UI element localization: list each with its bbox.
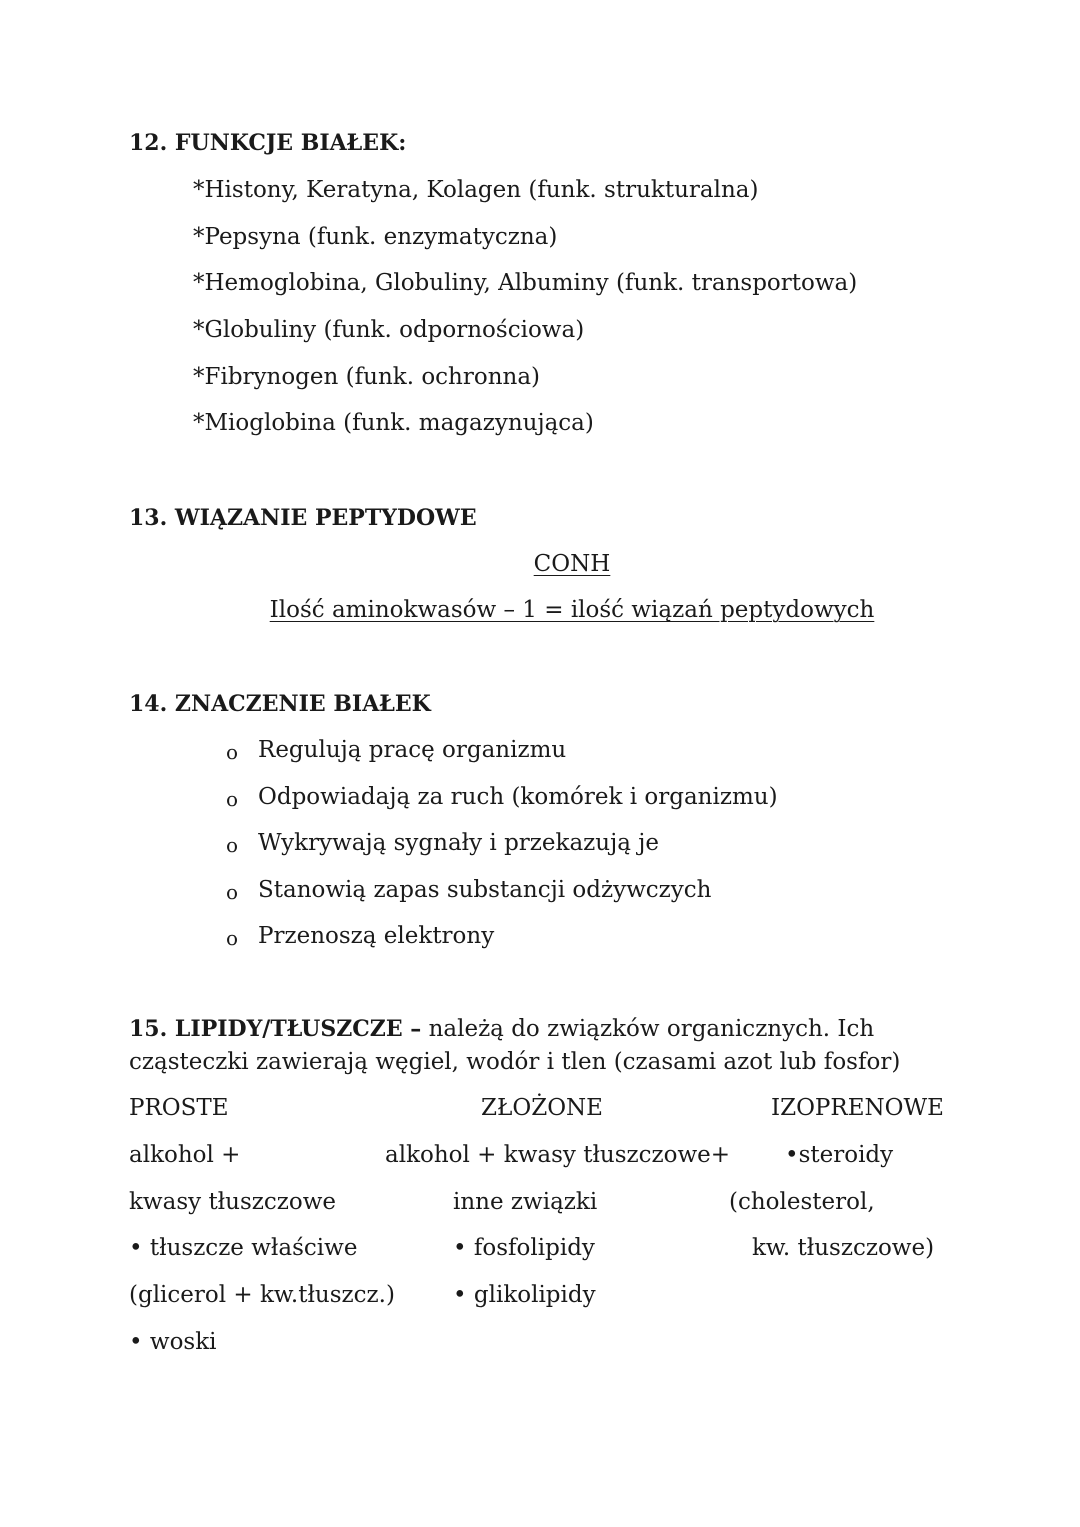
zlozone-line: • fosfolipidy: [453, 1235, 595, 1261]
section-15-intro: należą do związków organicznych. Ich cząsteczki zawierają węgiel, wodór i tlen (czasami azot lub fosfor): [129, 1016, 901, 1075]
section-12-item: *Hemoglobina, Globuliny, Albuminy (funk. transportowa): [193, 270, 858, 296]
section-15-paragraph: [129, 1013, 949, 1079]
zlozone-line: • glikolipidy: [453, 1282, 596, 1308]
bullet-marker: o: [226, 880, 239, 904]
proste-line: kwasy tłuszczowe: [129, 1189, 337, 1215]
section-12-item: *Globuliny (funk. odpornościowa): [193, 317, 585, 343]
izoprenowe-line: •steroidy: [785, 1142, 894, 1168]
section-15-heading: 15. LIPIDY/TŁUSZCZE –: [129, 1016, 422, 1042]
bullet-marker: o: [226, 787, 239, 811]
section-14-item: Regulują pracę organizmu: [258, 737, 567, 763]
section-12-item: *Histony, Keratyna, Kolagen (funk. strukturalna): [193, 177, 759, 203]
bullet-marker: o: [226, 833, 239, 857]
zlozone-line: alkohol + kwasy tłuszczowe+: [385, 1142, 731, 1168]
section-12-item: *Pepsyna (funk. enzymatyczna): [193, 224, 558, 250]
section-14-heading: 14. ZNACZENIE BIAŁEK: [129, 691, 431, 717]
bullet-marker: o: [226, 926, 239, 950]
proste-line: • tłuszcze właściwe: [129, 1235, 358, 1261]
section-14-item: Przenoszą elektrony: [258, 923, 495, 949]
zlozone-line: inne związki: [453, 1189, 598, 1215]
section-14-item: Wykrywają sygnały i przekazują je: [258, 830, 660, 856]
section-12-heading: 12. FUNKCJE BIAŁEK:: [129, 130, 407, 156]
column-header-izoprenowe: IZOPRENOWE: [771, 1095, 944, 1121]
section-14-item: Stanowią zapas substancji odżywczych: [258, 877, 712, 903]
section-14-item: Odpowiadają za ruch (komórek i organizmu): [258, 784, 778, 810]
proste-line: alkohol +: [129, 1142, 241, 1168]
section-12-item: *Mioglobina (funk. magazynująca): [193, 410, 594, 436]
peptide-bond-formula: CONH: [533, 551, 611, 577]
peptide-bond-rule: Ilość aminokwasów – 1 = ilość wiązań peptydowych: [269, 597, 875, 623]
bullet-marker: o: [226, 740, 239, 764]
proste-line: • woski: [129, 1329, 217, 1355]
izoprenowe-line: (cholesterol,: [729, 1189, 875, 1215]
column-header-proste: PROSTE: [129, 1095, 229, 1121]
izoprenowe-line: kw. tłuszczowe): [752, 1235, 935, 1261]
proste-line: (glicerol + kw.tłuszcz.): [129, 1282, 395, 1308]
column-header-zlozone: ZŁOŻONE: [481, 1095, 603, 1121]
section-12-item: *Fibrynogen (funk. ochronna): [193, 364, 541, 390]
section-13-heading: 13. WIĄZANIE PEPTYDOWE: [129, 505, 477, 531]
